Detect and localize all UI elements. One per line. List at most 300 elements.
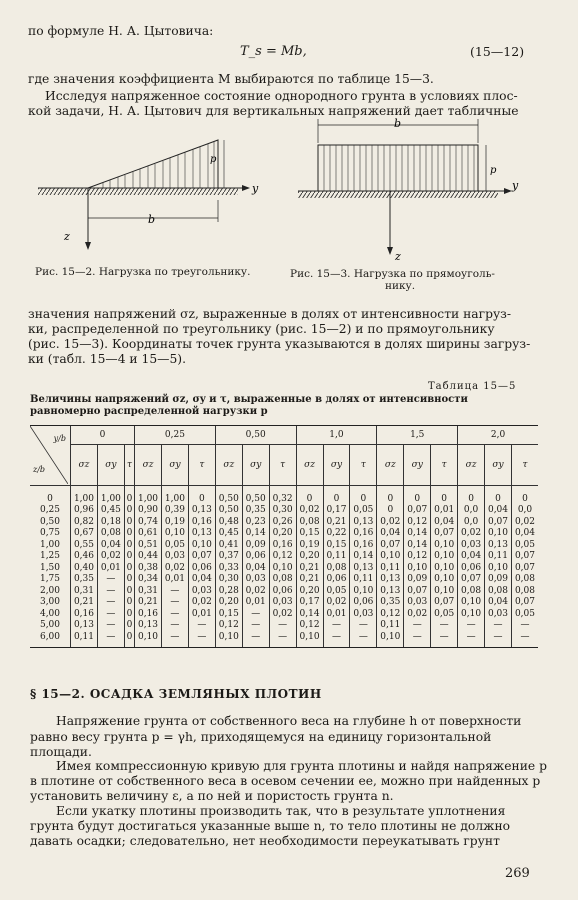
table-cell: 0,35 xyxy=(71,574,98,586)
section-p2-line-1: Имея компрессионную кривую для грунта плотины и найдя напряжение p xyxy=(56,759,547,773)
table-cell: 0,08 xyxy=(323,562,350,574)
table-cell: 0,12 xyxy=(215,620,242,632)
subcolumn-header: σz xyxy=(458,445,485,486)
table-cell: — xyxy=(350,620,377,632)
table-cell: 0,02 xyxy=(97,551,124,563)
table-cell: 0,01 xyxy=(97,562,124,574)
table-cell: 0,03 xyxy=(161,551,188,563)
table-header-subcolumns xyxy=(30,445,538,486)
table-cell: 0 xyxy=(431,486,458,505)
table-cell: 0,04 xyxy=(485,597,512,609)
subcolumn-header: σy xyxy=(97,445,124,486)
y-group-header: 0,50 xyxy=(215,426,296,445)
table-cell: 0,10 xyxy=(485,528,512,540)
table-cell: 0,07 xyxy=(431,528,458,540)
table-cell: 0,04 xyxy=(458,551,485,563)
rectangle-load-lines xyxy=(324,145,474,191)
table-cell: 0 xyxy=(404,486,431,505)
table-cell: 0,28 xyxy=(215,585,242,597)
table-cell: 0,15 xyxy=(296,528,323,540)
table-cell: 0,06 xyxy=(242,551,269,563)
table-cell: 0,18 xyxy=(97,516,124,528)
table-cell: 0,11 xyxy=(71,631,98,647)
table-cell: 0,16 xyxy=(188,516,215,528)
table-cell: — xyxy=(161,585,188,597)
table-cell: — xyxy=(269,631,296,647)
table-cell: 0,31 xyxy=(71,585,98,597)
table-cell: 0,05 xyxy=(511,539,538,551)
z-value-cell: 6,00 xyxy=(30,631,71,647)
table-cell: 0,16 xyxy=(269,539,296,551)
section-p1-line-3: площади. xyxy=(30,745,92,759)
figure-triangular-load xyxy=(28,120,278,265)
z-value-cell: 1,00 xyxy=(39,539,61,550)
table-cell: 0,11 xyxy=(377,620,404,632)
table-cell: — xyxy=(511,620,538,632)
section-p1-line-1: Напряжение грунта от собственного веса на глубине h от поверхности xyxy=(56,714,522,728)
table-cell: 0 xyxy=(323,486,350,505)
table-cell: 0,50 xyxy=(215,505,242,517)
table-cell: 0,11 xyxy=(323,551,350,563)
table-cell: 0,10 xyxy=(458,608,485,620)
table-cell: 0 xyxy=(124,562,134,574)
table-cell: 0,10 xyxy=(161,528,188,540)
table-cell: 0,03 xyxy=(404,597,431,609)
z-value-cell: 0 xyxy=(47,493,53,504)
table-cell: 0,08 xyxy=(511,585,538,597)
table-cell: 0,08 xyxy=(269,574,296,586)
table-cell: 0,07 xyxy=(404,505,431,517)
table-cell: 0 xyxy=(350,486,377,505)
table-cell: 0,04 xyxy=(511,528,538,540)
fig-left-y-label: y xyxy=(252,182,259,195)
y-group-header: 2,0 xyxy=(458,426,538,445)
table-cell: — xyxy=(97,574,124,586)
table-cell: 0,04 xyxy=(97,539,124,551)
table-row xyxy=(30,608,538,620)
table-cell: — xyxy=(350,631,377,647)
z-value-cell: 1,50 xyxy=(39,562,61,573)
table-cell: 0,02 xyxy=(323,597,350,609)
table-cell: 0,05 xyxy=(431,608,458,620)
subcolumn-header: τ xyxy=(511,445,538,486)
table-cell: 0,0 xyxy=(511,505,538,517)
y-group-header: 0 xyxy=(71,426,135,445)
table-cell: 0,04 xyxy=(485,505,512,517)
table-cell: 0 xyxy=(124,631,134,647)
z-value-cell: 0,50 xyxy=(39,516,61,527)
section-p3-line-3: давать осадки; следовательно, нет необходимости переукатывать грунт xyxy=(30,834,500,848)
stress-table xyxy=(30,425,538,648)
subcolumn-header: τ xyxy=(269,445,296,486)
table-cell: 0,48 xyxy=(215,516,242,528)
table-cell: 0,04 xyxy=(431,516,458,528)
table-cell: 0,10 xyxy=(188,539,215,551)
table-cell: — xyxy=(269,620,296,632)
table-cell: 0,55 xyxy=(71,539,98,551)
table-cell: 0,06 xyxy=(458,562,485,574)
table-header-groups xyxy=(30,426,538,445)
table-cell: 0,09 xyxy=(485,574,512,586)
table-cell: 0,16 xyxy=(350,539,377,551)
equation-number: (15—12) xyxy=(470,44,525,59)
table-cell: 0,15 xyxy=(215,608,242,620)
page-number: 269 xyxy=(505,866,530,881)
figure-caption-right-line-1: Рис. 15—3. Нагрузка по прямоуголь- xyxy=(290,268,495,280)
section-p3-line-1: Если укатку плотины производить так, что в результате уплотнения xyxy=(56,804,506,818)
table-cell: 0,12 xyxy=(404,516,431,528)
table-cell: 0,50 xyxy=(215,486,242,505)
table-cell: — xyxy=(323,631,350,647)
table-cell: 0,30 xyxy=(269,505,296,517)
table-cell: 0,19 xyxy=(296,539,323,551)
table-cell: 0,26 xyxy=(269,516,296,528)
table-cell: 0,16 xyxy=(135,608,162,620)
table-cell: — xyxy=(323,620,350,632)
para2-line-3: (рис. 15—3). Координаты точек грунта указываются в долях ширины загруз- xyxy=(28,337,531,351)
table-cell: 0,07 xyxy=(485,516,512,528)
para2-line-2: ки, распределенной по треугольнику (рис. 15—2) и по прямоугольнику xyxy=(28,322,495,336)
table-cell: 0,02 xyxy=(377,516,404,528)
table-cell: 0,13 xyxy=(350,516,377,528)
table-cell: 0,67 xyxy=(71,528,98,540)
table-cell: — xyxy=(161,631,188,647)
table-cell: 0,32 xyxy=(269,486,296,505)
table-title-line-2: равномерно распределенной нагрузки p xyxy=(30,406,268,417)
figure-rectangular-load xyxy=(290,115,530,265)
fig-right-z-label: z xyxy=(395,250,401,263)
subcolumn-header: τ xyxy=(431,445,458,486)
table-cell: 0,02 xyxy=(188,597,215,609)
z-value-cell: 5,00 xyxy=(39,620,61,631)
para2-line-1: значения напряжений σz, выраженные в долях от интенсивности нагруз- xyxy=(28,307,512,321)
z-value-cell: 0,75 xyxy=(39,528,61,539)
table-cell: — xyxy=(161,597,188,609)
table-cell: 0,07 xyxy=(511,562,538,574)
table-cell: 0,17 xyxy=(323,505,350,517)
intro-line-2: где значения коэффициента M выбираются по таблице 15—3. xyxy=(28,72,434,86)
table-cell: 0,02 xyxy=(511,516,538,528)
table-cell: 0,10 xyxy=(377,631,404,647)
table-cell: 0,33 xyxy=(215,562,242,574)
y-group-header: 1,5 xyxy=(377,426,458,445)
fig-right-b-label: b xyxy=(394,117,402,130)
table-cell: — xyxy=(485,631,512,647)
table-row xyxy=(30,597,538,609)
table-cell: 0,13 xyxy=(485,539,512,551)
table-cell: 0,10 xyxy=(350,585,377,597)
table-cell: — xyxy=(188,620,215,632)
table-cell: 0,10 xyxy=(135,631,162,647)
table-cell: 0,90 xyxy=(135,505,162,517)
fig-left-p-label: p xyxy=(210,154,217,165)
table-cell: 0,10 xyxy=(215,631,242,647)
table-cell: 0 xyxy=(188,486,215,505)
table-cell: 0,20 xyxy=(296,551,323,563)
table-cell: 0,10 xyxy=(458,597,485,609)
table-cell: 0,10 xyxy=(431,551,458,563)
table-cell: — xyxy=(97,608,124,620)
table-cell: 0,39 xyxy=(161,505,188,517)
table-cell: 0,06 xyxy=(188,562,215,574)
table-cell: 0,12 xyxy=(377,608,404,620)
table-cell: 0,41 xyxy=(215,539,242,551)
table-cell: 0,14 xyxy=(404,528,431,540)
table-cell: 0,23 xyxy=(242,516,269,528)
table-row xyxy=(30,516,538,528)
table-cell: 0,10 xyxy=(431,539,458,551)
table-cell: 0,10 xyxy=(431,574,458,586)
table-cell: 0 xyxy=(124,620,134,632)
table-cell: 1,00 xyxy=(161,486,188,505)
subcolumn-header: σy xyxy=(323,445,350,486)
table-cell: 0,30 xyxy=(215,574,242,586)
table-row xyxy=(30,574,538,586)
y-group-header: 0,25 xyxy=(135,426,216,445)
table-cell: 0 xyxy=(458,486,485,505)
table-cell: 0,03 xyxy=(458,539,485,551)
table-cell: 0,08 xyxy=(296,516,323,528)
equation: T_s = Mb, xyxy=(240,44,307,59)
section-p2-line-2: в плотине от собственного веса в осевом сечении ее, можно при найденных p xyxy=(30,774,541,788)
z-value-cell: 1,25 xyxy=(39,551,61,562)
table-row xyxy=(30,505,538,517)
table-cell: 0,08 xyxy=(458,585,485,597)
table-cell: 0,13 xyxy=(135,620,162,632)
table-row xyxy=(30,631,538,647)
table-cell: 0,11 xyxy=(377,562,404,574)
table-cell: 0,02 xyxy=(242,585,269,597)
figure-caption-right-line-2: нику. xyxy=(385,280,416,292)
table-cell: — xyxy=(404,620,431,632)
table-cell: 0,04 xyxy=(377,528,404,540)
y-group-header: 1,0 xyxy=(296,426,377,445)
table-title-line-1: Величины напряжений σz, σy и τ, выраженные в долях от интенсивности xyxy=(30,394,468,405)
z-value-cell: 2,00 xyxy=(39,585,61,596)
subcolumn-header: σz xyxy=(135,445,162,486)
table-cell: 0 xyxy=(124,486,134,505)
table-cell: 0 xyxy=(124,528,134,540)
section-heading: § 15—2. ОСАДКА ЗЕМЛЯНЫХ ПЛОТИН xyxy=(30,687,322,701)
table-cell: 0,07 xyxy=(188,551,215,563)
table-cell: — xyxy=(242,620,269,632)
table-cell: — xyxy=(188,631,215,647)
subcolumn-header: σz xyxy=(377,445,404,486)
table-cell: 0,13 xyxy=(350,562,377,574)
table-cell: 0,40 xyxy=(71,562,98,574)
table-cell: 0,13 xyxy=(188,528,215,540)
table-cell: 0,02 xyxy=(161,562,188,574)
table-cell: — xyxy=(97,597,124,609)
fig-right-y-label: y xyxy=(512,179,519,192)
table-cell: 0,01 xyxy=(188,608,215,620)
table-cell: 0 xyxy=(377,486,404,505)
table-cell: 0,02 xyxy=(458,528,485,540)
table-cell: 0,12 xyxy=(404,551,431,563)
table-cell: 1,00 xyxy=(97,486,124,505)
table-cell: — xyxy=(97,585,124,597)
table-cell: — xyxy=(97,620,124,632)
table-cell: 0,12 xyxy=(296,620,323,632)
subcolumn-header: τ xyxy=(350,445,377,486)
table-cell: — xyxy=(458,620,485,632)
z-value-cell: 0,25 xyxy=(39,505,61,516)
table-cell: 0,07 xyxy=(458,574,485,586)
table-cell: 0 xyxy=(296,486,323,505)
table-cell: 0,21 xyxy=(135,597,162,609)
table-cell: 0,10 xyxy=(485,562,512,574)
table-cell: 0,96 xyxy=(71,505,98,517)
table-cell: 0,07 xyxy=(511,551,538,563)
table-cell: 0,12 xyxy=(269,551,296,563)
table-cell: 0,38 xyxy=(135,562,162,574)
table-cell: 0,74 xyxy=(135,516,162,528)
fig-left-z-label: z xyxy=(64,230,70,243)
table-row xyxy=(30,562,538,574)
table-cell: 1,00 xyxy=(135,486,162,505)
table-cell: 0,0 xyxy=(458,505,485,517)
fig-right-p-label: p xyxy=(490,165,497,176)
table-cell: 0,02 xyxy=(269,608,296,620)
z-value-cell: 1,75 xyxy=(39,574,61,585)
table-cell: 0,35 xyxy=(377,597,404,609)
table-cell: 0,82 xyxy=(71,516,98,528)
table-cell: 0,05 xyxy=(511,608,538,620)
section-p1-line-2: равно весу грунта p = γh, приходящемуся на единицу горизонтальной xyxy=(30,730,492,744)
table-cell: 0,44 xyxy=(135,551,162,563)
table-cell: 0,37 xyxy=(215,551,242,563)
table-cell: 0,07 xyxy=(511,597,538,609)
table-cell: 0,09 xyxy=(404,574,431,586)
subcolumn-header: σz xyxy=(215,445,242,486)
table-cell: 0,46 xyxy=(71,551,98,563)
table-cell: 0 xyxy=(511,486,538,505)
table-label: Таблица 15—5 xyxy=(428,381,517,392)
table-cell: 0,02 xyxy=(404,608,431,620)
para2-line-4: ки (табл. 15—4 и 15—5). xyxy=(28,352,187,366)
table-cell: 0,07 xyxy=(377,539,404,551)
table-cell: 0,10 xyxy=(296,631,323,647)
triangle-load-lines xyxy=(103,142,214,188)
table-cell: 0 xyxy=(124,608,134,620)
table-cell: — xyxy=(404,631,431,647)
table-cell: 0,03 xyxy=(188,585,215,597)
table-cell: 0,06 xyxy=(323,574,350,586)
subcolumn-header: τ xyxy=(124,445,134,486)
table-cell: 0,13 xyxy=(188,505,215,517)
table-cell: 0,16 xyxy=(350,528,377,540)
table-cell: — xyxy=(161,620,188,632)
table-cell: 0,21 xyxy=(323,516,350,528)
table-corner-cell xyxy=(30,426,71,486)
table-cell: 0,51 xyxy=(135,539,162,551)
table-cell: — xyxy=(161,608,188,620)
table-cell: 0,50 xyxy=(242,486,269,505)
table-cell: 0,13 xyxy=(377,574,404,586)
table-cell: 0 xyxy=(485,486,512,505)
table-cell: 0,14 xyxy=(242,528,269,540)
table-cell: 0,16 xyxy=(71,608,98,620)
table-cell: 0,20 xyxy=(269,528,296,540)
table-cell: 0,05 xyxy=(323,585,350,597)
table-cell: — xyxy=(485,620,512,632)
intro-line-4: кой задачи, Н. А. Цытович для вертикальных напряжений дает табличные xyxy=(28,104,519,118)
table-row xyxy=(30,585,538,597)
table-body xyxy=(30,486,538,648)
table-cell: 0,10 xyxy=(269,562,296,574)
table-cell: 0,01 xyxy=(323,608,350,620)
subcolumn-header: σy xyxy=(161,445,188,486)
table-cell: 0,08 xyxy=(97,528,124,540)
table-cell: 0,35 xyxy=(242,505,269,517)
z-value-cell: 3,00 xyxy=(39,597,61,608)
table-cell: 0,04 xyxy=(242,562,269,574)
table-cell: 0,20 xyxy=(296,585,323,597)
intro-line-1: по формуле Н. А. Цытовича: xyxy=(28,24,214,38)
intro-line-3: Исследуя напряженное состояние однородного грунта в условиях плос- xyxy=(45,89,518,103)
table-cell: 0,08 xyxy=(511,574,538,586)
table-cell: 0,19 xyxy=(161,516,188,528)
table-cell: 0,09 xyxy=(242,539,269,551)
table-cell: 0,01 xyxy=(161,574,188,586)
table-cell: 0,20 xyxy=(215,597,242,609)
table-cell: 0,10 xyxy=(404,562,431,574)
table-cell: — xyxy=(242,631,269,647)
table-cell: 0,02 xyxy=(296,505,323,517)
table-cell: 0,06 xyxy=(269,585,296,597)
table-cell: 0,15 xyxy=(323,539,350,551)
subcolumn-header: σz xyxy=(71,445,98,486)
subcolumn-header: τ xyxy=(188,445,215,486)
table-cell: — xyxy=(511,631,538,647)
table-cell: 0,45 xyxy=(97,505,124,517)
table-cell: 0,14 xyxy=(404,539,431,551)
table-row xyxy=(30,486,538,505)
table-cell: 0,13 xyxy=(71,620,98,632)
z-value-cell: 4,00 xyxy=(39,608,61,619)
table-cell: 0,21 xyxy=(296,574,323,586)
section-p2-line-3: установить величину ε, а по ней и пористость грунта n. xyxy=(30,789,394,803)
table-cell: 0,21 xyxy=(71,597,98,609)
table-cell: 0,07 xyxy=(431,597,458,609)
table-cell: 0 xyxy=(124,574,134,586)
table-cell: 0,03 xyxy=(269,597,296,609)
table-row xyxy=(30,551,538,563)
table-cell: 0,14 xyxy=(350,551,377,563)
table-cell: 0 xyxy=(124,585,134,597)
table-cell: 0 xyxy=(124,597,134,609)
table-cell: 0 xyxy=(124,516,134,528)
table-cell: 0,04 xyxy=(188,574,215,586)
table-cell: 0,0 xyxy=(458,516,485,528)
table-cell: 0 xyxy=(124,505,134,517)
table-cell: — xyxy=(242,608,269,620)
table-cell: 0,14 xyxy=(296,608,323,620)
table-cell: 0 xyxy=(124,539,134,551)
table-cell: 0,11 xyxy=(350,574,377,586)
table-row xyxy=(30,620,538,632)
table-cell: 0,03 xyxy=(350,608,377,620)
table-cell: 0,11 xyxy=(485,551,512,563)
table-cell: 0 xyxy=(124,551,134,563)
table-cell: — xyxy=(458,631,485,647)
table-cell: 0,10 xyxy=(431,585,458,597)
table-cell: — xyxy=(97,631,124,647)
table-cell: 0 xyxy=(377,505,404,517)
table-cell: 0,21 xyxy=(296,562,323,574)
table-cell: 0,13 xyxy=(377,585,404,597)
table-cell: 0,07 xyxy=(404,585,431,597)
